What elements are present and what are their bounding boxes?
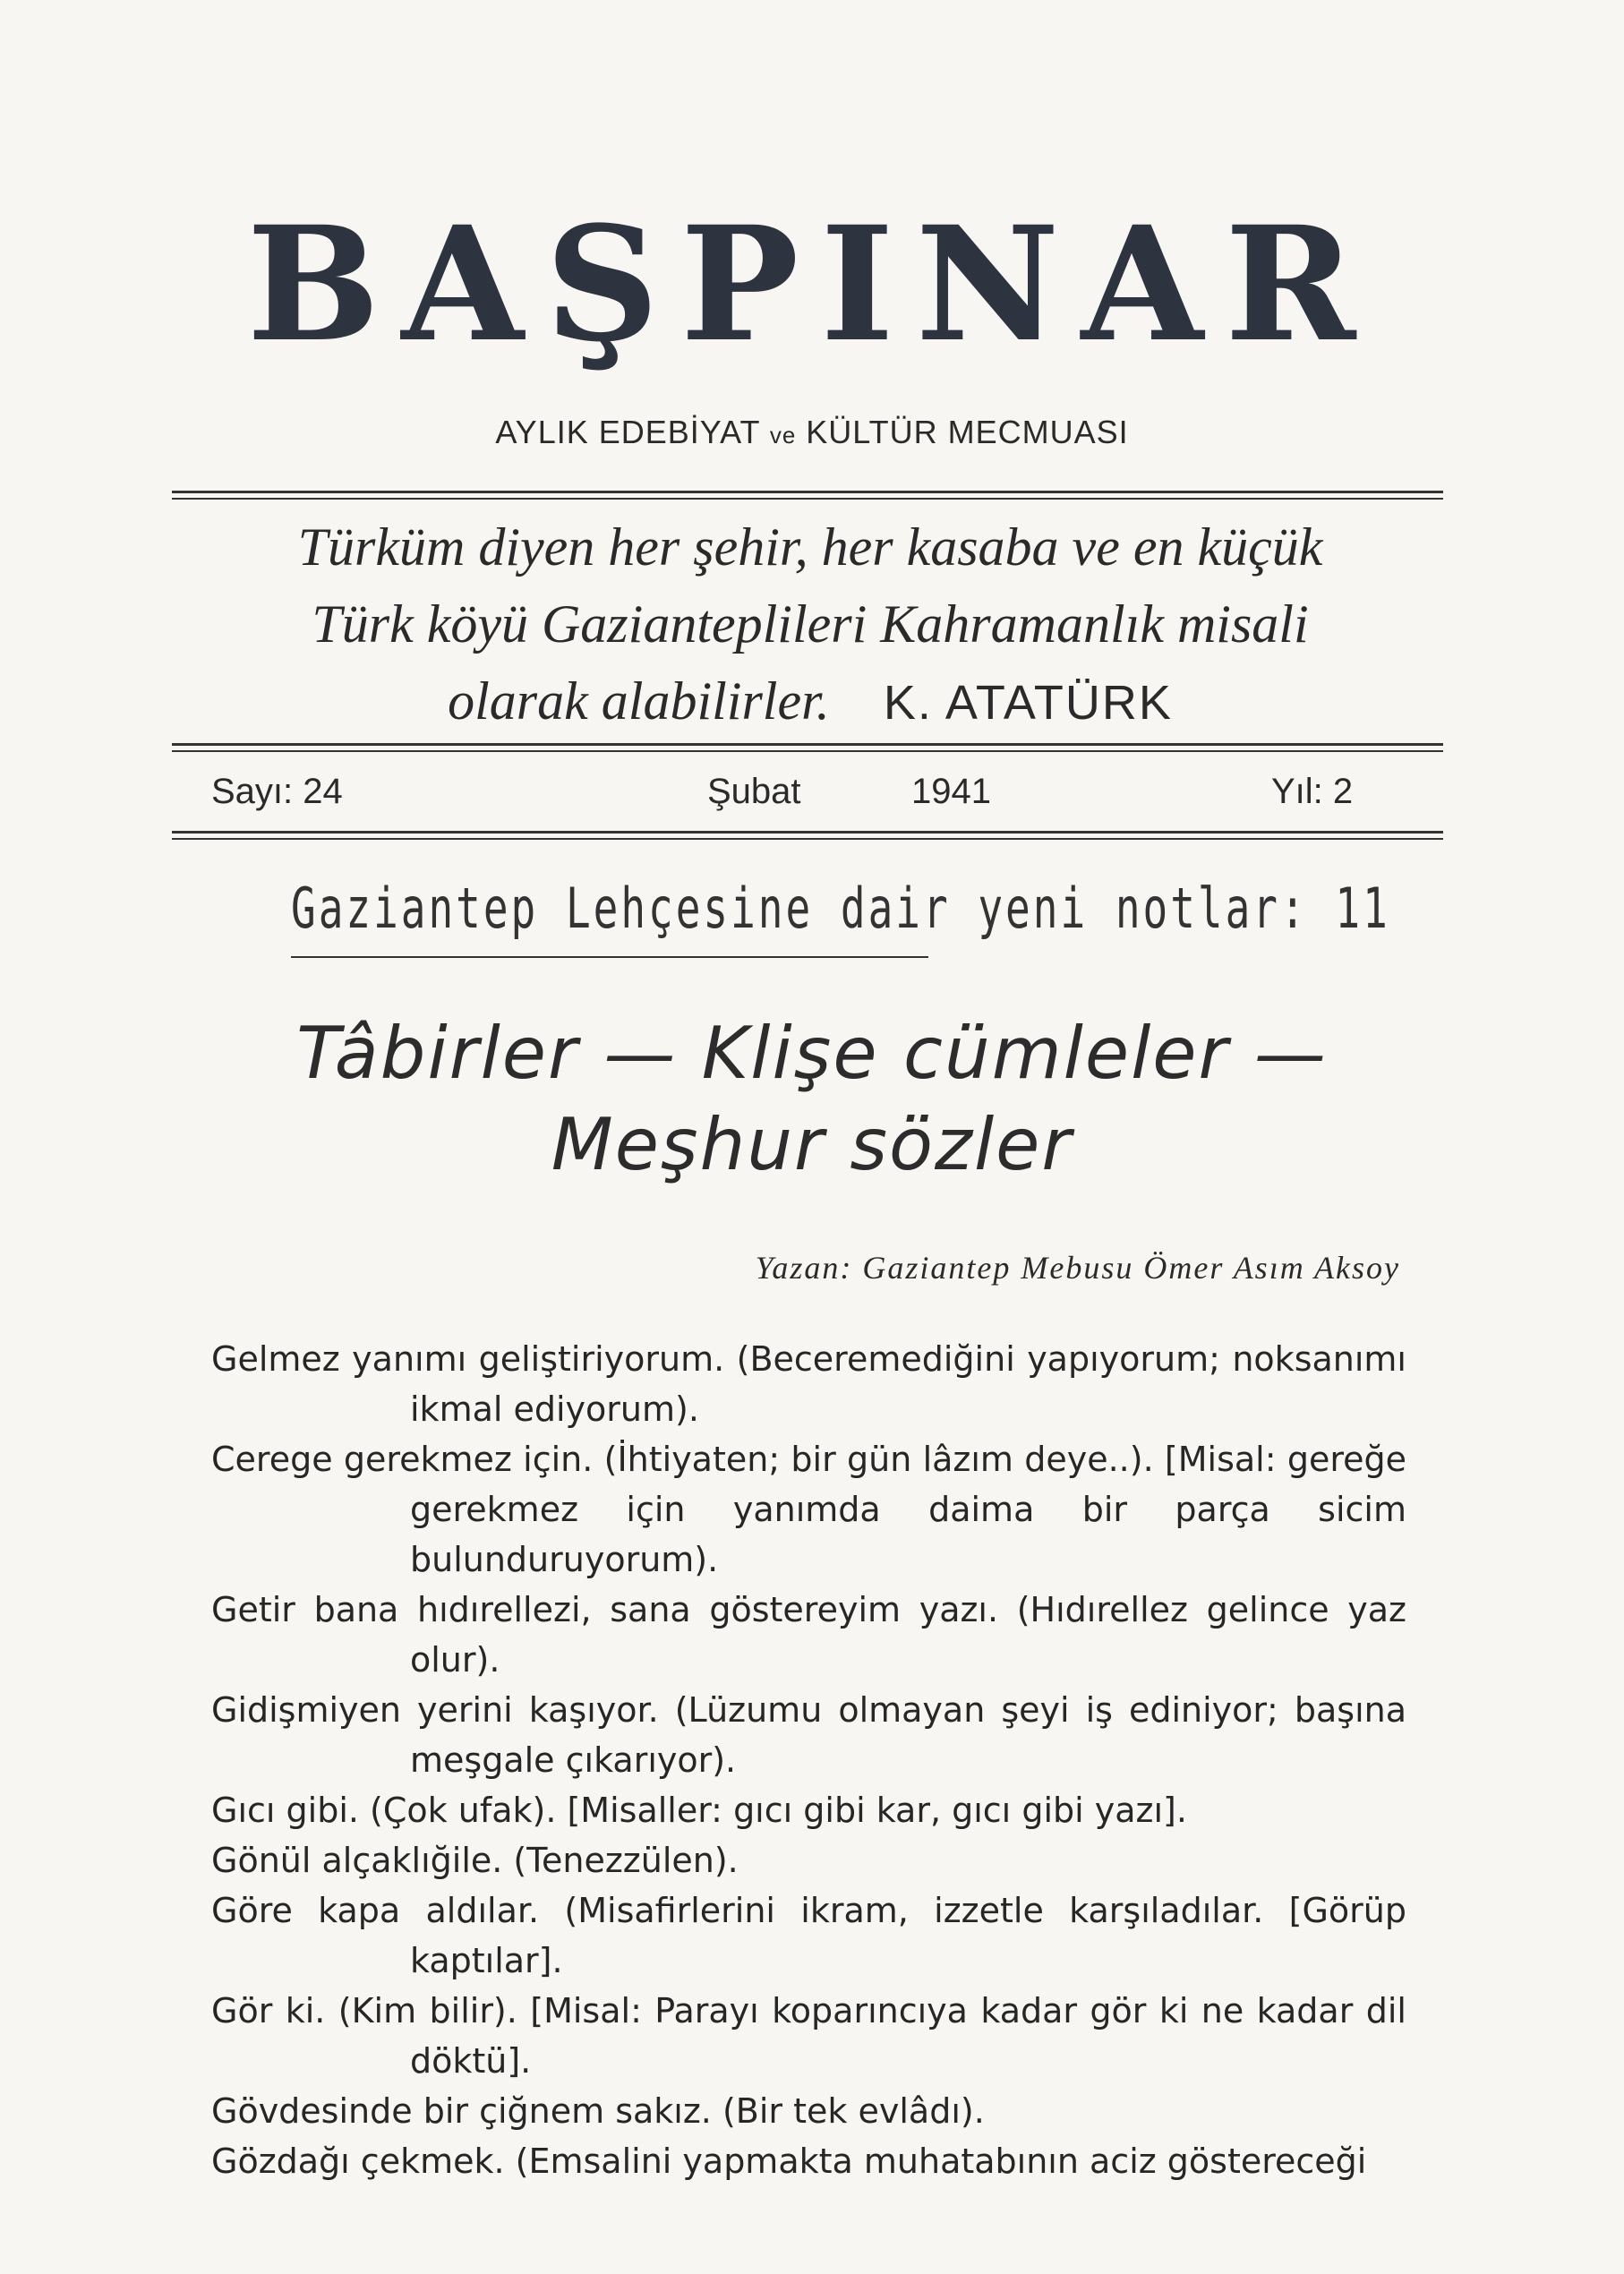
- subtitle-part1: AYLIK EDEBİYAT: [495, 414, 760, 450]
- list-item: Gidişmiyen yerini kaşıyor. (Lüzumu olmayan şeyi iş ediniyor; başına meşgale çıkarıyor).: [211, 1690, 1406, 1780]
- issue-month: Şubat: [707, 772, 801, 811]
- issue-year: 1941: [911, 772, 991, 811]
- list-item: Gönül alçaklığile. (Tenezzülen).: [211, 1841, 739, 1880]
- issue-rule-top: [172, 743, 1443, 746]
- list-item: Gözdağı çekmek. (Emsalini yapmakta muhatabının aciz göstereceği: [211, 2141, 1367, 2181]
- list-item: Cerege gerekmez için. (İhtiyaten; bir gün lâzım deye..). [Misal: gereğe gerekmez için yanımda daima bir parça sicim bulunduruyorum).: [211, 1440, 1406, 1579]
- ataturk-quote: [170, 509, 1450, 741]
- list-item: Gör ki. (Kim bilir). [Misal: Parayı koparıncıya kadar gör ki ne kadar dil döktü].: [211, 1991, 1406, 2081]
- subtitle-and: ve: [769, 422, 797, 449]
- list-item: Gelmez yanımı geliştiriyorum. (Beceremediğini yapıyorum; noksanımı ikmal ediyorum).: [211, 1339, 1406, 1429]
- issue-volume: Yıl: 2: [1271, 772, 1354, 811]
- list-item: Gıcı gibi. (Çok ufak). [Misaller: gıcı gibi kar, gıcı gibi yazı].: [211, 1791, 1187, 1830]
- article-title-line-2: Meşhur sözler: [551, 1103, 1073, 1186]
- top-rule-thin: [172, 498, 1443, 500]
- magazine-title: BAŞPINAR: [246, 192, 1378, 377]
- quote-line-2: Türk köyü Gazianteplileri Kahramanlık misali: [312, 594, 1309, 654]
- list-item: Göre kapa aldılar. (Misafirlerini ikram, izzetle karşıladılar. [Görüp kaptılar].: [211, 1891, 1406, 1980]
- issue-rule-bottom: [172, 831, 1443, 834]
- quote-line-3: [170, 663, 1450, 741]
- subtitle-part2: KÜLTÜR MECMUASI: [806, 414, 1129, 450]
- article-byline: Yazan: Gaziantep Mebusu Ömer Asım Aksoy: [755, 1250, 1400, 1286]
- list-item: Getir bana hıdırellezi, sana göstereyim yazı. (Hıdırellez gelince yaz olur).: [211, 1590, 1406, 1680]
- issue-rule-bottom-thin: [172, 838, 1443, 840]
- top-rule: [172, 491, 1443, 493]
- quote-line-3-text: olarak alabilirler.: [448, 671, 830, 731]
- quote-author: K. ATATÜRK: [883, 676, 1173, 730]
- series-title: Gaziantep Lehçesine dair yeni notlar: 11: [291, 876, 1390, 941]
- entry-list: [211, 1334, 1406, 2186]
- magazine-subtitle: [0, 414, 1624, 451]
- list-item: Gövdesinde bir çiğnem sakız. (Bir tek evlâdı).: [211, 2091, 985, 2131]
- issue-number: Sayı: 24: [211, 772, 343, 811]
- issue-rule-top-thin: [172, 750, 1443, 752]
- article-title-line-1: Tâbirler — Klişe cümleler —: [296, 1012, 1328, 1095]
- quote-line-1: Türküm diyen her şehir, her kasaba ve en küçük: [297, 517, 1323, 577]
- series-underline: [291, 956, 928, 958]
